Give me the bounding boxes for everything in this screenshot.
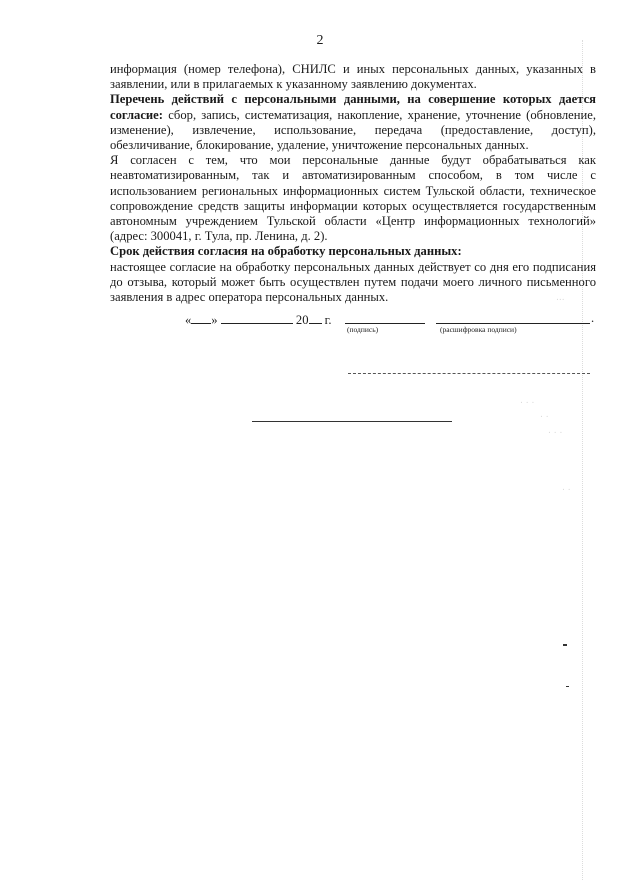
paragraph-validity: настоящее согласие на обработку персональных данных действует со дня его подписания до отзыва, который может быть осуществлен путем подачи моего личного письменного заявления в адрес оператора персональных данных. (110, 259, 596, 305)
page-number: 2 (316, 33, 324, 48)
document-body (110, 62, 596, 305)
scan-speck (566, 686, 569, 687)
month-blank[interactable] (221, 311, 293, 324)
row-end-dot: . (591, 311, 595, 325)
date-close-quote: » (211, 313, 218, 327)
paragraph-contact-info: информация (номер телефона), СНИЛС и иных персональных данных, указанных в заявлении, или в прилагаемых к указанному заявлению документах. (110, 62, 596, 92)
validity-heading-text: Срок действия согласия на обработку персональных данных: (110, 244, 462, 259)
separator-line (252, 421, 452, 422)
bleed-through-mark: . . . (548, 426, 563, 436)
caption-decoding: (расшифровка подписи) (440, 325, 517, 334)
validity-heading (110, 244, 596, 259)
year-suffix: г. (324, 313, 332, 327)
year-prefix: 20 (295, 313, 309, 327)
bleed-through-mark: . . . (520, 396, 535, 406)
year-blank[interactable] (309, 311, 322, 324)
signature-date-row (185, 311, 332, 328)
date-open-quote: « (185, 313, 192, 327)
day-blank[interactable] (191, 311, 211, 324)
scan-speck (563, 644, 567, 646)
separator-line-dashed (348, 373, 590, 374)
name-decoding-line[interactable] (436, 323, 590, 324)
bleed-through-mark: . . (562, 483, 571, 493)
signature-line[interactable] (345, 323, 425, 324)
actions-text: сбор, запись, систематизация, накопление, хранение, уточнение (обновление, изменение), извлечение, использование, передача (предоставление, доступ), обезличивание, блокирование, удаление, уничтожение персональных данных. (110, 107, 596, 153)
bleed-through-mark: ... (556, 293, 565, 303)
paragraph-processing-consent: Я согласен с тем, что мои персональные данные будут обрабатываться как неавтоматизированным, так и автоматизированным способом, в том числе с использованием региональных информационных систем Тульской области, техническое сопровождение средств защиты информации которых осуществляется государственным автономным учреждением Тульской области «Центр информационных технологий» (адрес: 300041, г. Тула, пр. Ленина, д. 2). (110, 153, 596, 244)
bleed-through-mark: . . (540, 410, 549, 420)
paragraph-actions-list (110, 92, 596, 153)
caption-signature: (подпись) (347, 325, 379, 334)
actions-heading: Перечень действий с персональными данными, на совершение которых дается согласие: (110, 92, 596, 122)
